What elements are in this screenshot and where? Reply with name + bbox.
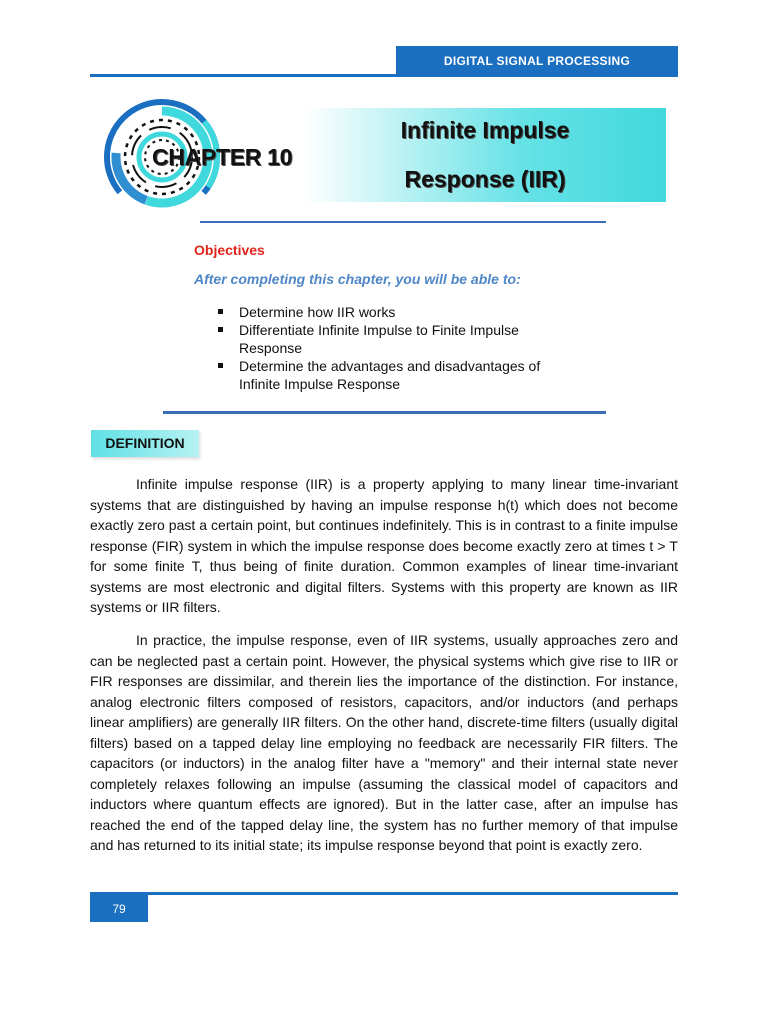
chapter-title-line-2: Response (IIR) — [404, 166, 566, 192]
chapter-number: CHAPTER 10 — [152, 144, 293, 170]
list-item: Differentiate Infinite Impulse to Finite Impulse Response — [218, 321, 578, 357]
definition-badge: DEFINITION — [91, 430, 199, 457]
chapter-title-line-1: Infinite Impulse — [400, 117, 570, 143]
definition-paragraph-2: In practice, the impulse response, even of IIR systems, usually approaches zero and can be neglected past a certain point. However, the physical systems which give rise to IIR or FIR responses are dissimilar, and therein lies the importance of the distinction. For instance, analog electronic filters composed of resistors, capacitors, and/or inductors (and perhaps linear amplifiers) are generally IIR filters. On the other hand, discrete-time filters (usually digital filters) based on a tapped delay line employing no feedback are necessarily FIR filters. The capacitors (or inductors) in the analog filter have a "memory" and their internal state never completely relaxes following an impulse (assuming the classical model of capacitors and inductors where quantum effects are ignored). But in the latter case, after an impulse has reached the end of the tapped delay line, the system has no further memory of that impulse and has returned to its initial state; its impulse response beyond that point is exactly zero. — [90, 632, 678, 853]
footer-divider — [90, 892, 678, 895]
page-number: 79 — [90, 895, 148, 922]
running-header: DIGITAL SIGNAL PROCESSING — [396, 46, 678, 76]
objectives-intro: After completing this chapter, you will be able to: — [194, 271, 521, 287]
objectives-list — [218, 303, 578, 393]
title-divider — [200, 221, 606, 223]
objectives-heading: Objectives — [194, 242, 265, 258]
list-item: Determine the advantages and disadvantages of Infinite Impulse Response — [218, 357, 578, 393]
definition-paragraph-1: Infinite impulse response (IIR) is a property applying to many linear time-invariant systems that are distinguished by having an impulse response h(t) which does not become exactly zero past a certain point, but continues indefinitely. This is in contrast to a finite impulse response (FIR) system in which the impulse response does become exactly zero at times t > T for some finite T, thus being of finite duration. Common examples of linear time-invariant systems are most electronic and digital filters. Systems with this property are known as IIR systems or IIR filters. — [90, 476, 678, 615]
header-divider — [90, 74, 678, 77]
list-item: Determine how IIR works — [218, 303, 578, 321]
objectives-divider — [163, 411, 606, 414]
